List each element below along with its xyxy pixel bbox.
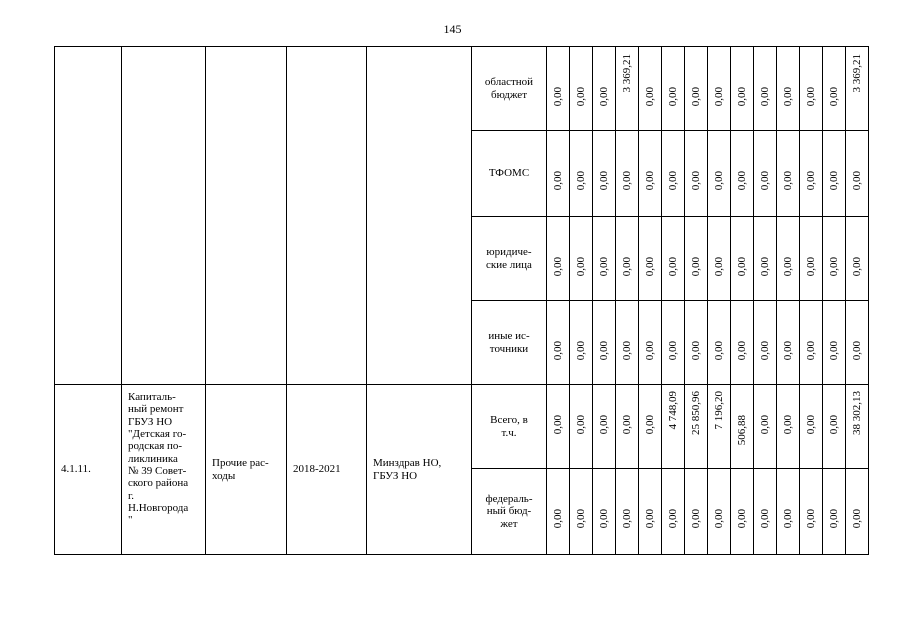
funding-source-cell bbox=[472, 385, 547, 469]
value: 0,00 bbox=[666, 257, 679, 277]
value: 0,00 bbox=[597, 341, 610, 361]
value: 0,00 bbox=[781, 415, 794, 435]
value-cell bbox=[777, 131, 800, 217]
value: 0,00 bbox=[620, 415, 633, 435]
value-cell bbox=[570, 385, 593, 469]
funding-source-cell bbox=[472, 47, 547, 131]
value: 0,00 bbox=[574, 87, 587, 107]
value-cell bbox=[547, 131, 570, 217]
value: 0,00 bbox=[712, 257, 725, 277]
value: 0,00 bbox=[689, 87, 702, 107]
value-cell bbox=[593, 47, 616, 131]
funding-source: областной бюджет bbox=[484, 75, 534, 101]
value-cell bbox=[754, 217, 777, 301]
value: 0,00 bbox=[735, 509, 748, 529]
value-cell bbox=[846, 301, 869, 385]
value: 0,00 bbox=[551, 341, 564, 361]
value-cell bbox=[846, 217, 869, 301]
value-cell bbox=[846, 385, 869, 469]
value: 0,00 bbox=[666, 87, 679, 107]
value: 38 302,13 bbox=[850, 391, 863, 435]
value: 0,00 bbox=[758, 509, 771, 529]
value-cell bbox=[823, 47, 846, 131]
value: 0,00 bbox=[850, 257, 863, 277]
value: 25 850,96 bbox=[689, 391, 702, 435]
value-cell bbox=[662, 47, 685, 131]
value: 0,00 bbox=[666, 341, 679, 361]
period: 2018-2021 bbox=[293, 463, 341, 476]
value: 0,00 bbox=[712, 171, 725, 191]
value: 0,00 bbox=[712, 341, 725, 361]
value-cell bbox=[846, 131, 869, 217]
value-cell bbox=[708, 469, 731, 555]
value: 0,00 bbox=[689, 341, 702, 361]
value: 0,00 bbox=[574, 415, 587, 435]
funding-source: федераль- ный бюд- жет bbox=[485, 492, 533, 530]
entry-name-cell bbox=[122, 385, 206, 555]
value: 0,00 bbox=[551, 509, 564, 529]
value-cell bbox=[639, 131, 662, 217]
value: 0,00 bbox=[827, 415, 840, 435]
value: 0,00 bbox=[804, 257, 817, 277]
value: 0,00 bbox=[689, 257, 702, 277]
value-cell bbox=[662, 217, 685, 301]
value: 0,00 bbox=[551, 87, 564, 107]
value-cell bbox=[685, 131, 708, 217]
funding-source-cell bbox=[472, 217, 547, 301]
period-cell bbox=[287, 385, 367, 555]
value: 0,00 bbox=[620, 257, 633, 277]
cont-code-cell bbox=[55, 47, 122, 385]
value-cell bbox=[685, 385, 708, 469]
value-cell bbox=[547, 217, 570, 301]
value-cell bbox=[570, 47, 593, 131]
value: 0,00 bbox=[689, 171, 702, 191]
value: 0,00 bbox=[735, 87, 748, 107]
value: 0,00 bbox=[597, 257, 610, 277]
executor: Минздрав НО, ГБУЗ НО bbox=[373, 457, 442, 482]
value: 0,00 bbox=[712, 509, 725, 529]
value-cell bbox=[593, 131, 616, 217]
value: 0,00 bbox=[597, 171, 610, 191]
value: 4 748,09 bbox=[666, 391, 679, 430]
value: 0,00 bbox=[850, 341, 863, 361]
value: 0,00 bbox=[781, 171, 794, 191]
value: 0,00 bbox=[735, 341, 748, 361]
value: 0,00 bbox=[597, 415, 610, 435]
value-cell bbox=[731, 131, 754, 217]
value: 0,00 bbox=[574, 509, 587, 529]
value: 0,00 bbox=[804, 341, 817, 361]
entry-code: 4.1.11. bbox=[61, 463, 91, 476]
value-cell bbox=[823, 385, 846, 469]
value-cell bbox=[616, 301, 639, 385]
value-cell bbox=[800, 301, 823, 385]
value: 0,00 bbox=[804, 87, 817, 107]
funding-source: Всего, в т.ч. bbox=[490, 413, 528, 439]
value: 0,00 bbox=[574, 171, 587, 191]
value-cell bbox=[754, 469, 777, 555]
value-cell bbox=[547, 469, 570, 555]
value: 7 196,20 bbox=[712, 391, 725, 430]
value: 3 369,21 bbox=[620, 54, 633, 93]
value: 0,00 bbox=[666, 509, 679, 529]
value-cell bbox=[823, 469, 846, 555]
value-cell bbox=[662, 469, 685, 555]
value: 0,00 bbox=[551, 415, 564, 435]
value: 0,00 bbox=[850, 171, 863, 191]
value-cell bbox=[754, 47, 777, 131]
value-cell bbox=[800, 217, 823, 301]
value-cell bbox=[616, 385, 639, 469]
value-cell bbox=[731, 469, 754, 555]
value-cell bbox=[708, 47, 731, 131]
value: 0,00 bbox=[666, 171, 679, 191]
value-cell bbox=[547, 385, 570, 469]
value-cell bbox=[639, 469, 662, 555]
value-cell bbox=[731, 301, 754, 385]
value: 0,00 bbox=[781, 87, 794, 107]
value-cell bbox=[547, 301, 570, 385]
cont-executor-cell bbox=[367, 47, 472, 385]
value: 0,00 bbox=[758, 415, 771, 435]
value-cell bbox=[846, 469, 869, 555]
entry-code-cell bbox=[55, 385, 122, 555]
value: 0,00 bbox=[735, 171, 748, 191]
value: 0,00 bbox=[781, 341, 794, 361]
executor-cell bbox=[367, 385, 472, 555]
cont-name-cell bbox=[122, 47, 206, 385]
value-cell bbox=[777, 47, 800, 131]
value-cell bbox=[777, 469, 800, 555]
value-cell bbox=[685, 47, 708, 131]
value: 0,00 bbox=[758, 257, 771, 277]
value-cell bbox=[685, 217, 708, 301]
value-cell bbox=[547, 47, 570, 131]
cont-expense-cell bbox=[206, 47, 287, 385]
value: 0,00 bbox=[551, 171, 564, 191]
value-cell bbox=[616, 469, 639, 555]
value: 3 369,21 bbox=[850, 54, 863, 93]
funding-source: иные ис- точники bbox=[488, 329, 530, 355]
value: 0,00 bbox=[850, 509, 863, 529]
value: 0,00 bbox=[758, 87, 771, 107]
value: 0,00 bbox=[597, 509, 610, 529]
value-cell bbox=[570, 301, 593, 385]
value: 0,00 bbox=[574, 341, 587, 361]
value: 0,00 bbox=[827, 509, 840, 529]
table-row bbox=[55, 47, 869, 131]
value-cell bbox=[570, 131, 593, 217]
funding-source: ТФОМС bbox=[488, 167, 530, 180]
value: 0,00 bbox=[597, 87, 610, 107]
value-cell bbox=[685, 469, 708, 555]
value-cell bbox=[731, 385, 754, 469]
value-cell bbox=[754, 385, 777, 469]
value: 0,00 bbox=[758, 341, 771, 361]
table-row bbox=[55, 385, 869, 469]
value-cell bbox=[616, 47, 639, 131]
value: 0,00 bbox=[781, 257, 794, 277]
budget-table bbox=[54, 46, 869, 555]
funding-source-cell bbox=[472, 469, 547, 555]
value-cell bbox=[754, 131, 777, 217]
value-cell bbox=[593, 217, 616, 301]
value: 0,00 bbox=[643, 257, 656, 277]
value-cell bbox=[639, 47, 662, 131]
value: 0,00 bbox=[735, 257, 748, 277]
value-cell bbox=[823, 217, 846, 301]
value-cell bbox=[639, 301, 662, 385]
value: 0,00 bbox=[827, 87, 840, 107]
value: 0,00 bbox=[827, 341, 840, 361]
value-cell bbox=[800, 469, 823, 555]
value: 0,00 bbox=[643, 87, 656, 107]
value: 0,00 bbox=[643, 509, 656, 529]
value-cell bbox=[708, 217, 731, 301]
value: 0,00 bbox=[620, 509, 633, 529]
value: 0,00 bbox=[804, 171, 817, 191]
value: 0,00 bbox=[551, 257, 564, 277]
value: 0,00 bbox=[643, 341, 656, 361]
entry-name: Капиталь- ный ремонт ГБУЗ НО "Детская го- родская по- ликлиника № 39 Совет- ского района г. Н.Новгорода " bbox=[128, 391, 189, 527]
cont-period-cell bbox=[287, 47, 367, 385]
value-cell bbox=[708, 301, 731, 385]
value: 0,00 bbox=[827, 171, 840, 191]
value-cell bbox=[662, 385, 685, 469]
value-cell bbox=[777, 385, 800, 469]
value-cell bbox=[570, 469, 593, 555]
value-cell bbox=[800, 47, 823, 131]
value-cell bbox=[708, 385, 731, 469]
value-cell bbox=[616, 131, 639, 217]
value: 0,00 bbox=[620, 171, 633, 191]
value: 0,00 bbox=[620, 341, 633, 361]
value: 0,00 bbox=[643, 415, 656, 435]
value: 0,00 bbox=[758, 171, 771, 191]
funding-source-cell bbox=[472, 301, 547, 385]
funding-source-cell bbox=[472, 131, 547, 217]
value-cell bbox=[708, 131, 731, 217]
value-cell bbox=[639, 217, 662, 301]
value-cell bbox=[593, 301, 616, 385]
value-cell bbox=[639, 385, 662, 469]
value-cell bbox=[616, 217, 639, 301]
value: 0,00 bbox=[781, 509, 794, 529]
funding-source: юридиче- ские лица bbox=[486, 245, 532, 271]
value-cell bbox=[570, 217, 593, 301]
value-cell bbox=[823, 131, 846, 217]
expense-type-cell bbox=[206, 385, 287, 555]
value-cell bbox=[800, 385, 823, 469]
value-cell bbox=[593, 469, 616, 555]
value-cell bbox=[754, 301, 777, 385]
expense-type: Прочие рас- ходы bbox=[212, 457, 269, 482]
value: 0,00 bbox=[689, 509, 702, 529]
value: 0,00 bbox=[827, 257, 840, 277]
value-cell bbox=[593, 385, 616, 469]
value-cell bbox=[800, 131, 823, 217]
value-cell bbox=[846, 47, 869, 131]
value-cell bbox=[731, 47, 754, 131]
value-cell bbox=[662, 301, 685, 385]
value-cell bbox=[731, 217, 754, 301]
value-cell bbox=[823, 301, 846, 385]
value: 506,88 bbox=[735, 415, 748, 446]
value-cell bbox=[777, 217, 800, 301]
value-cell bbox=[662, 131, 685, 217]
value: 0,00 bbox=[804, 509, 817, 529]
value: 0,00 bbox=[643, 171, 656, 191]
value-cell bbox=[685, 301, 708, 385]
value: 0,00 bbox=[574, 257, 587, 277]
value: 0,00 bbox=[804, 415, 817, 435]
value-cell bbox=[777, 301, 800, 385]
value: 0,00 bbox=[712, 87, 725, 107]
page-number: 145 bbox=[443, 22, 462, 36]
